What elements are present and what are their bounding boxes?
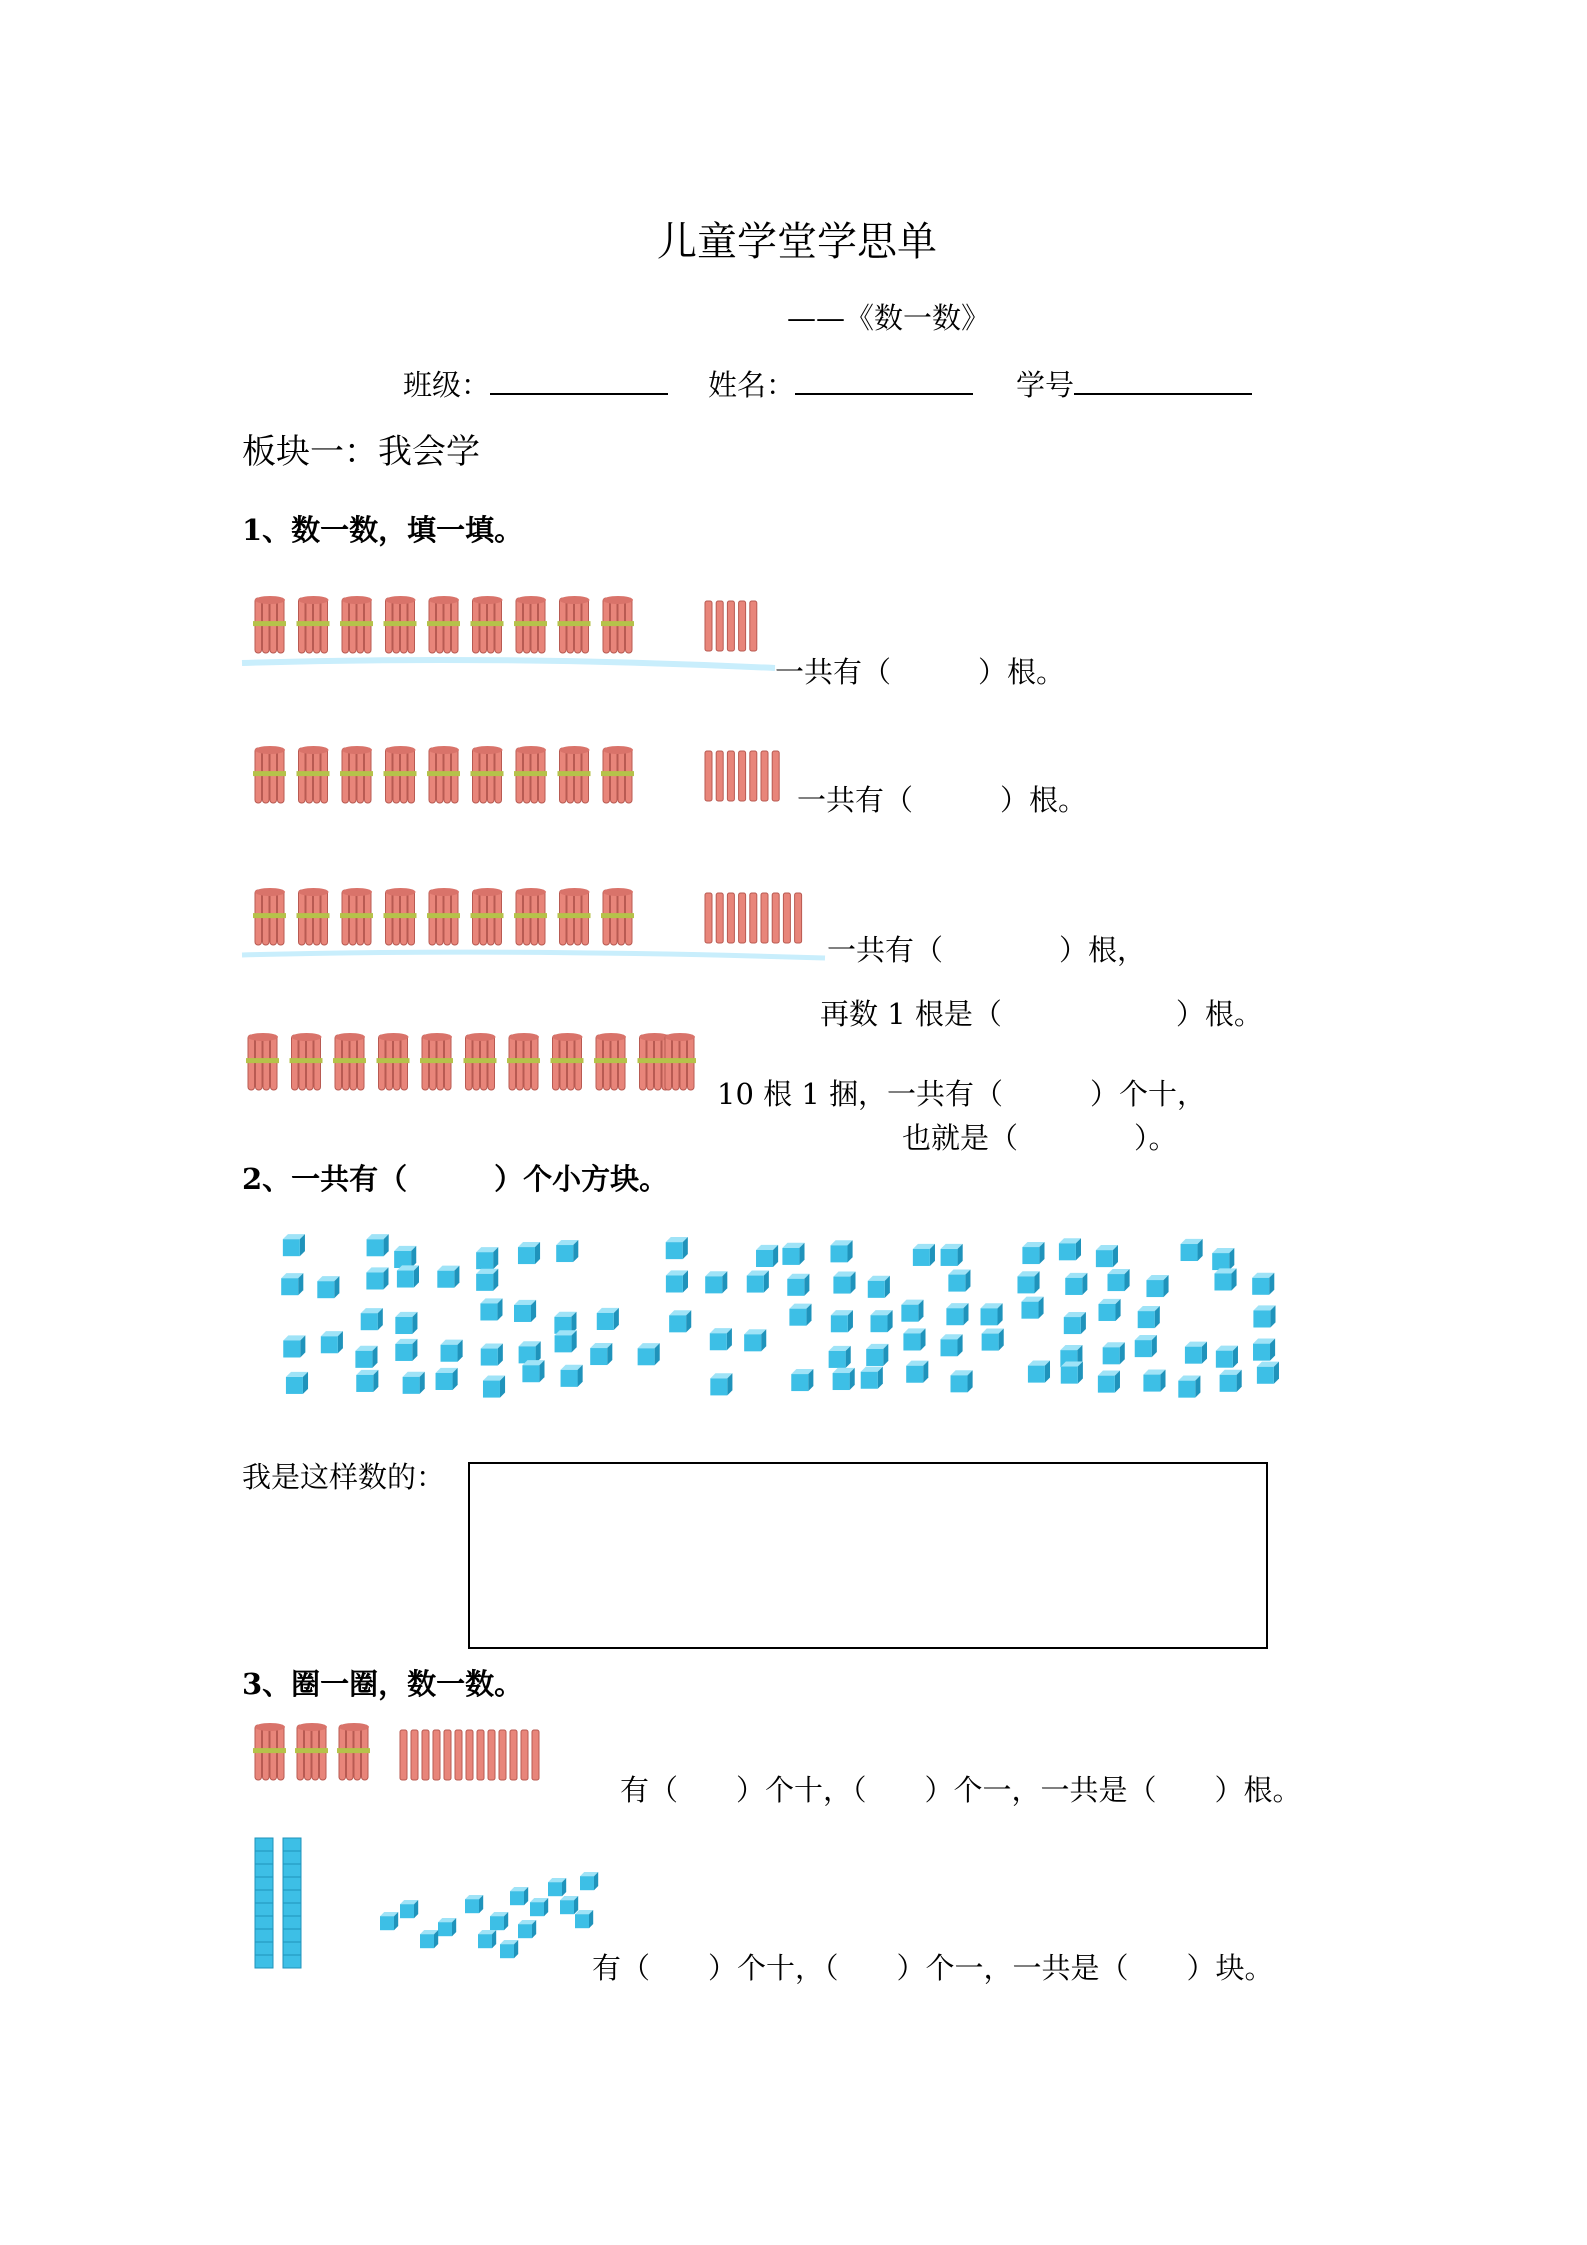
scatter-cube (940, 1334, 962, 1356)
scatter-cube (1253, 1305, 1275, 1327)
q2-prompt: 2、一共有（ ）个小方块。 (242, 1162, 669, 1196)
q3-cube (548, 1878, 566, 1896)
scatter-cube (871, 1310, 893, 1332)
scatter-cube (481, 1343, 503, 1365)
scatter-cube (1098, 1371, 1120, 1393)
section1-heading: 板块一：我会学 (242, 432, 480, 472)
scatter-cube (756, 1245, 778, 1267)
loose-stick-row2 (705, 751, 712, 801)
scatter-cube (789, 1304, 811, 1326)
bundle-row1 (340, 596, 373, 653)
q3-cube (500, 1940, 518, 1958)
scatter-cube (1252, 1273, 1274, 1295)
scatter-cube (476, 1269, 498, 1291)
scatter-cube (1098, 1299, 1120, 1321)
q3-cube (380, 1912, 398, 1930)
scatter-cube (861, 1367, 883, 1389)
q2-answer-label: 我是这样数的： (242, 1460, 446, 1494)
scatter-cube (705, 1271, 727, 1293)
scatter-cube (395, 1312, 417, 1334)
q3-loose-stick (411, 1730, 418, 1780)
bundle-row1 (601, 596, 634, 653)
q3-cube (560, 1896, 578, 1914)
scatter-cube (1108, 1269, 1130, 1291)
scatter-cube (638, 1343, 660, 1365)
name-label: 姓名： (708, 368, 796, 402)
scatter-cube (948, 1269, 970, 1291)
bundle-row3 (514, 888, 547, 945)
q3-cube (490, 1912, 508, 1930)
q2-answer-box[interactable] (468, 1462, 1268, 1649)
loose-stick-row3 (772, 893, 779, 943)
q3-ten-rod (255, 1838, 273, 1968)
scatter-cube (981, 1303, 1003, 1325)
loose-stick-row1 (727, 601, 734, 651)
bundle-row4 (507, 1033, 540, 1090)
scatter-cube (1253, 1339, 1275, 1361)
scatter-cube (519, 1341, 541, 1363)
scatter-cube (361, 1308, 383, 1330)
scatter-cube (1214, 1268, 1236, 1290)
q3-cube (518, 1920, 536, 1938)
q3-bundle (295, 1723, 328, 1780)
q3-loose-stick (499, 1730, 506, 1780)
scatter-cube (906, 1361, 928, 1383)
page-subtitle: ——《数一数》 (787, 301, 991, 335)
bundle-row4 (246, 1033, 279, 1090)
scatter-cube (286, 1372, 308, 1394)
q3-loose-stick (532, 1730, 539, 1780)
scatter-cube (403, 1372, 425, 1394)
scatter-cube (941, 1244, 963, 1266)
bundle-row4 (420, 1033, 453, 1090)
scatter-cube (590, 1343, 612, 1365)
scatter-cube (830, 1240, 852, 1262)
scatter-cube (1178, 1376, 1200, 1398)
scatter-cube (913, 1244, 935, 1266)
scatter-cube (951, 1370, 973, 1392)
scatter-cube (317, 1276, 339, 1298)
bundle-row2 (384, 746, 417, 803)
scatter-cube (283, 1335, 305, 1357)
scatter-cube (829, 1346, 851, 1368)
bundle-row4 (377, 1033, 410, 1090)
scatter-cube (1212, 1248, 1234, 1270)
q1-row4-text: 10 根 1 捆，一共有（ ）个十， (717, 1077, 1207, 1111)
q3-cube (438, 1918, 456, 1936)
scatter-cube (356, 1370, 378, 1392)
loose-stick-row1 (705, 601, 712, 651)
scatter-cube (833, 1271, 855, 1293)
q1-prompt: 1、数一数，填一填。 (242, 513, 524, 547)
bundle-row3 (601, 888, 634, 945)
loose-stick-row3 (795, 893, 802, 943)
bundle-row1 (558, 596, 591, 653)
scatter-cube (366, 1267, 388, 1289)
loose-stick-row3 (761, 893, 768, 943)
loose-stick-row3 (739, 893, 746, 943)
scatter-cube (556, 1240, 578, 1262)
bundle-row3 (253, 888, 286, 945)
bundle-row2 (471, 746, 504, 803)
scatter-cube (868, 1276, 890, 1298)
q3-loose-stick (510, 1730, 517, 1780)
q1-row3-text2: 再数 1 根是（ ）根。 (820, 997, 1263, 1031)
scatter-cube (355, 1346, 377, 1368)
scatter-cube (1146, 1275, 1168, 1297)
q1-row4-text2: 也就是（ ）。 (902, 1121, 1178, 1155)
scatter-cube (1257, 1362, 1279, 1384)
q3-cube (530, 1898, 548, 1916)
loose-stick-row3 (727, 893, 734, 943)
water-line (242, 660, 775, 668)
bundle-row4 (594, 1033, 627, 1090)
scatter-cube (1220, 1370, 1242, 1392)
scatter-cube (397, 1265, 419, 1287)
loose-stick-row3 (705, 893, 712, 943)
scatter-cube (518, 1242, 540, 1264)
q3-bundle (253, 1723, 286, 1780)
loose-stick-row3 (750, 893, 757, 943)
scatter-cube (436, 1368, 458, 1390)
q3-loose-stick (422, 1730, 429, 1780)
scatter-cube (1021, 1297, 1043, 1319)
scatter-cube (321, 1331, 343, 1353)
loose-stick-row2 (750, 751, 757, 801)
q3-loose-stick (400, 1730, 407, 1780)
scatter-cube (1022, 1242, 1044, 1264)
bundle-row3 (427, 888, 460, 945)
bundle-row2 (297, 746, 330, 803)
bundle-row1 (427, 596, 460, 653)
q3-loose-stick (433, 1730, 440, 1780)
bundle-row3 (471, 888, 504, 945)
q1-row2-text: 一共有（ ）根。 (797, 783, 1088, 817)
q3-prompt: 3、圈一圈，数一数。 (242, 1667, 524, 1701)
scatter-cube (791, 1369, 813, 1391)
scatter-cube (903, 1328, 925, 1350)
class-label: 班级： (403, 368, 491, 402)
bundle-row1 (384, 596, 417, 653)
extra-bundle-row4 (663, 1033, 696, 1090)
scatter-cube (782, 1243, 804, 1265)
scatter-cube (561, 1365, 583, 1387)
id-label: 学号 (1016, 368, 1075, 402)
scatter-cube (1135, 1335, 1157, 1357)
scatter-cube (1017, 1271, 1039, 1293)
q1-row3-text: 一共有（ ）根， (827, 933, 1147, 967)
bundle-row2 (253, 746, 286, 803)
bundle-row1 (297, 596, 330, 653)
loose-stick-row2 (772, 751, 779, 801)
loose-stick-row3 (783, 893, 790, 943)
scatter-cube (1096, 1245, 1118, 1267)
scatter-cube (441, 1340, 463, 1362)
q3-cube (420, 1930, 438, 1948)
scatter-cube (1138, 1306, 1160, 1328)
scatter-cube (483, 1375, 505, 1397)
bundle-row1 (471, 596, 504, 653)
scatter-cube (394, 1246, 416, 1268)
scatter-cube (744, 1329, 766, 1351)
bundle-row3 (340, 888, 373, 945)
scatter-cube (283, 1234, 305, 1256)
bundle-row4 (333, 1033, 366, 1090)
scatter-cube (514, 1300, 536, 1322)
scatter-cube (1061, 1362, 1083, 1384)
scatter-cube (597, 1308, 619, 1330)
scatter-cube (281, 1273, 303, 1295)
scatter-cube (480, 1298, 502, 1320)
q3-loose-stick (488, 1730, 495, 1780)
bundle-row3 (384, 888, 417, 945)
bundle-row2 (558, 746, 591, 803)
scatter-cube (833, 1368, 855, 1390)
bundle-row2 (601, 746, 634, 803)
scatter-cube (866, 1344, 888, 1366)
scatter-cube (1028, 1361, 1050, 1383)
loose-stick-row1 (739, 601, 746, 651)
bundle-row2 (514, 746, 547, 803)
q3-cube (510, 1887, 528, 1905)
q3-row1-text: 有（ ）个十，（ ）个一，一共是（ ）根。 (620, 1773, 1302, 1807)
loose-stick-row3 (716, 893, 723, 943)
scatter-cube (747, 1270, 769, 1292)
scatter-cube (1103, 1342, 1125, 1364)
scatter-cube (1065, 1273, 1087, 1295)
loose-stick-row1 (750, 601, 757, 651)
q3-cube (575, 1910, 593, 1928)
scatter-cube (901, 1300, 923, 1322)
q1-row1-text: 一共有（ ）根。 (775, 655, 1066, 689)
scatter-cube (1216, 1346, 1238, 1368)
loose-stick-row2 (739, 751, 746, 801)
scatter-cube (669, 1310, 691, 1332)
scatter-cube (946, 1303, 968, 1325)
scatter-cube (666, 1270, 688, 1292)
page-title: 儿童学堂学思单 (657, 219, 937, 265)
scatter-cube (555, 1330, 577, 1352)
scatter-cube (710, 1373, 732, 1395)
bundle-row1 (253, 596, 286, 653)
scatter-cube (831, 1310, 853, 1332)
bundle-row4 (290, 1033, 323, 1090)
scatter-cube (710, 1328, 732, 1350)
scatter-cube (395, 1339, 417, 1361)
q3-loose-stick (477, 1730, 484, 1780)
bundle-row4 (551, 1033, 584, 1090)
q3-ten-rod (283, 1838, 301, 1968)
loose-stick-row1 (716, 601, 723, 651)
loose-stick-row2 (727, 751, 734, 801)
loose-stick-row2 (716, 751, 723, 801)
scatter-cube (1185, 1342, 1207, 1364)
q3-cube (465, 1895, 483, 1913)
bundle-row4 (464, 1033, 497, 1090)
scatter-cube (1064, 1312, 1086, 1334)
scatter-cube (522, 1360, 544, 1382)
q3-bundle (337, 1723, 370, 1780)
scatter-cube (437, 1266, 459, 1288)
scatter-cube (666, 1237, 688, 1259)
water-line (242, 952, 825, 958)
bundle-row3 (297, 888, 330, 945)
q3-cube (478, 1930, 496, 1948)
q3-loose-stick (455, 1730, 462, 1780)
q3-loose-stick (466, 1730, 473, 1780)
scatter-cube (982, 1328, 1004, 1350)
q3-cube (580, 1872, 598, 1890)
loose-stick-row2 (761, 751, 768, 801)
bundle-row2 (427, 746, 460, 803)
q3-cube (400, 1900, 418, 1918)
bundle-row3 (558, 888, 591, 945)
bundle-row1 (514, 596, 547, 653)
scatter-cube (367, 1234, 389, 1256)
q3-row2-text: 有（ ）个十，（ ）个一，一共是（ ）块。 (592, 1951, 1274, 1985)
bundle-row2 (340, 746, 373, 803)
scatter-cube (476, 1247, 498, 1269)
q3-loose-stick (444, 1730, 451, 1780)
q3-loose-stick (521, 1730, 528, 1780)
scatter-cube (1059, 1238, 1081, 1260)
scatter-cube (1181, 1239, 1203, 1261)
scatter-cube (787, 1274, 809, 1296)
scatter-cube (1143, 1369, 1165, 1391)
